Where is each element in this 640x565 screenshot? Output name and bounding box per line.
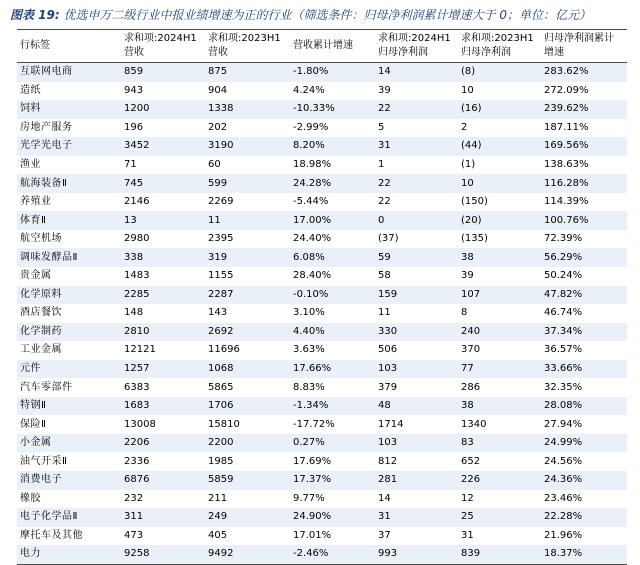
header-line: 归母净利润 [461,47,511,58]
cell-industry: 光学光电子 [17,137,121,156]
table-header-row [17,30,627,63]
cell-industry: 航空机场 [17,230,121,249]
cell-revenue-growth: 24.90% [290,508,375,527]
cell-revenue-2023h1: 3190 [205,137,290,156]
cell-industry: 房地产服务 [17,119,121,138]
cell-profit-growth: 72.39% [541,230,627,249]
cell-profit-2024h1: 103 [375,434,458,453]
header-line: 归母净利润累计 [544,33,614,44]
cell-revenue-2023h1: 2269 [205,193,290,212]
cell-profit-growth: 116.28% [541,174,627,193]
cell-profit-2024h1: 1 [375,156,458,175]
cell-industry: 航海装备Ⅱ [17,174,121,193]
cell-industry: 体育Ⅱ [17,211,121,230]
cell-revenue-2023h1: 599 [205,174,290,193]
header-line: 营收 [208,47,228,58]
cell-profit-2023h1: 38 [458,397,541,416]
cell-revenue-growth: 24.40% [290,230,375,249]
header-revenue-growth [290,30,375,63]
cell-industry: 贵金属 [17,267,121,286]
cell-revenue-2023h1: 249 [205,508,290,527]
cell-revenue-2023h1: 1985 [205,452,290,471]
cell-profit-2024h1: 22 [375,193,458,212]
table-row [17,100,627,119]
cell-revenue-2024h1: 6383 [121,378,205,397]
cell-revenue-2023h1: 2692 [205,323,290,342]
table-row [17,193,627,212]
cell-profit-2023h1: 38 [458,248,541,267]
cell-industry: 调味发酵品Ⅱ [17,248,121,267]
cell-revenue-2023h1: 5865 [205,378,290,397]
cell-revenue-2024h1: 311 [121,508,205,527]
cell-revenue-2024h1: 2336 [121,452,205,471]
cell-industry: 消费电子 [17,471,121,490]
cell-revenue-2024h1: 473 [121,527,205,546]
cell-revenue-2023h1: 211 [205,490,290,509]
cell-revenue-2023h1: 1706 [205,397,290,416]
cell-revenue-2024h1: 2810 [121,323,205,342]
table-body [17,63,627,565]
table-row [17,230,627,249]
cell-profit-2023h1: 240 [458,323,541,342]
cell-profit-2023h1: 1340 [458,415,541,434]
cell-revenue-2024h1: 13 [121,211,205,230]
cell-revenue-growth: 17.69% [290,452,375,471]
cell-industry: 化学制药 [17,323,121,342]
cell-revenue-2023h1: 11696 [205,341,290,360]
cell-industry: 渔业 [17,156,121,175]
cell-industry: 汽车零部件 [17,378,121,397]
cell-profit-2024h1: 31 [375,137,458,156]
cell-revenue-2024h1: 2980 [121,230,205,249]
cell-profit-growth: 22.28% [541,508,627,527]
cell-revenue-2024h1: 338 [121,248,205,267]
table-row [17,527,627,546]
cell-profit-2023h1: 39 [458,267,541,286]
cell-revenue-2024h1: 859 [121,63,205,82]
cell-revenue-growth: 4.40% [290,323,375,342]
cell-profit-growth: 33.66% [541,360,627,379]
cell-revenue-2024h1: 2146 [121,193,205,212]
industry-growth-table [17,30,627,565]
cell-profit-growth: 32.35% [541,378,627,397]
cell-revenue-2023h1: 319 [205,248,290,267]
cell-revenue-2023h1: 202 [205,119,290,138]
cell-profit-growth: 28.08% [541,397,627,416]
table-row [17,267,627,286]
cell-revenue-growth: -1.80% [290,63,375,82]
cell-profit-2024h1: 993 [375,545,458,564]
cell-revenue-2023h1: 11 [205,211,290,230]
cell-revenue-growth: 8.20% [290,137,375,156]
cell-profit-growth: 24.99% [541,434,627,453]
header-industry [17,30,121,63]
cell-revenue-growth: -17.72% [290,415,375,434]
cell-revenue-growth: 28.40% [290,267,375,286]
cell-profit-2024h1: 58 [375,267,458,286]
cell-profit-2024h1: 1714 [375,415,458,434]
cell-industry: 油气开采Ⅱ [17,452,121,471]
cell-profit-growth: 169.56% [541,137,627,156]
cell-revenue-growth: 9.77% [290,490,375,509]
header-line: 求和项:2023H1 [208,33,281,44]
cell-revenue-2023h1: 904 [205,82,290,101]
figure-title: 优选申万二级行业中报业绩增速为正的行业（筛选条件：归母净利润累计增速大于 0；单位：亿元） [63,8,591,22]
cell-profit-2023h1: (150) [458,193,541,212]
cell-profit-growth: 24.56% [541,452,627,471]
cell-profit-2023h1: (1) [458,156,541,175]
cell-revenue-2023h1: 9492 [205,545,290,564]
cell-revenue-2024h1: 6876 [121,471,205,490]
cell-revenue-growth: -10.33% [290,100,375,119]
cell-profit-2023h1: (44) [458,137,541,156]
cell-profit-2023h1: 83 [458,434,541,453]
cell-profit-2023h1: 12 [458,490,541,509]
cell-profit-2023h1: 286 [458,378,541,397]
cell-profit-2024h1: 31 [375,508,458,527]
cell-revenue-growth: -0.10% [290,286,375,305]
table-row [17,545,627,564]
cell-revenue-growth: 18.98% [290,156,375,175]
cell-profit-2024h1: 59 [375,248,458,267]
cell-revenue-2024h1: 745 [121,174,205,193]
cell-industry: 化学原料 [17,286,121,305]
cell-industry: 摩托车及其他 [17,527,121,546]
cell-profit-2023h1: (16) [458,100,541,119]
header-line: 行标签 [20,40,50,51]
cell-profit-growth: 138.63% [541,156,627,175]
cell-profit-growth: 56.29% [541,248,627,267]
cell-revenue-growth: 17.37% [290,471,375,490]
cell-revenue-growth: 4.24% [290,82,375,101]
cell-industry: 特钢Ⅱ [17,397,121,416]
cell-revenue-growth: -2.46% [290,545,375,564]
table-row [17,174,627,193]
cell-revenue-growth: 3.10% [290,304,375,323]
cell-industry: 互联网电商 [17,63,121,82]
table-row [17,248,627,267]
cell-profit-growth: 24.36% [541,471,627,490]
cell-profit-2024h1: 103 [375,360,458,379]
cell-revenue-2023h1: 1068 [205,360,290,379]
cell-revenue-growth: -1.34% [290,397,375,416]
cell-industry: 工业金属 [17,341,121,360]
cell-revenue-2023h1: 5859 [205,471,290,490]
cell-profit-growth: 283.62% [541,63,627,82]
cell-industry: 元件 [17,360,121,379]
cell-revenue-2023h1: 875 [205,63,290,82]
cell-revenue-2024h1: 1683 [121,397,205,416]
table-row [17,323,627,342]
cell-profit-2023h1: 2 [458,119,541,138]
cell-revenue-2023h1: 1338 [205,100,290,119]
cell-industry: 电子化学品Ⅱ [17,508,121,527]
cell-profit-2023h1: (20) [458,211,541,230]
cell-profit-2023h1: 107 [458,286,541,305]
cell-revenue-2024h1: 9258 [121,545,205,564]
cell-profit-2024h1: 379 [375,378,458,397]
table-row [17,471,627,490]
cell-profit-growth: 239.62% [541,100,627,119]
cell-profit-2024h1: 159 [375,286,458,305]
table-row [17,82,627,101]
cell-profit-2023h1: 31 [458,527,541,546]
header-line: 营收累计增速 [293,40,353,51]
header-profit-growth [541,30,627,63]
cell-revenue-growth: 17.66% [290,360,375,379]
header-line: 求和项:2023H1 [461,33,534,44]
cell-profit-2024h1: 14 [375,490,458,509]
cell-industry: 酒店餐饮 [17,304,121,323]
table-row [17,63,627,82]
cell-profit-growth: 46.74% [541,304,627,323]
cell-profit-2024h1: 5 [375,119,458,138]
header-line: 求和项:2024H1 [378,33,451,44]
table-row [17,119,627,138]
cell-industry: 养殖业 [17,193,121,212]
header-revenue-2024h1 [121,30,205,63]
table-row [17,397,627,416]
cell-profit-2023h1: 370 [458,341,541,360]
cell-revenue-2024h1: 943 [121,82,205,101]
cell-revenue-2024h1: 148 [121,304,205,323]
cell-revenue-growth: 6.08% [290,248,375,267]
cell-profit-growth: 272.09% [541,82,627,101]
cell-profit-2024h1: 506 [375,341,458,360]
cell-revenue-growth: 8.83% [290,378,375,397]
cell-profit-growth: 47.82% [541,286,627,305]
cell-revenue-2024h1: 1200 [121,100,205,119]
cell-profit-2024h1: 330 [375,323,458,342]
table-row [17,415,627,434]
cell-industry: 电力 [17,545,121,564]
table-row [17,341,627,360]
cell-profit-2023h1: 8 [458,304,541,323]
table-row [17,304,627,323]
table-row [17,434,627,453]
cell-profit-2023h1: (8) [458,63,541,82]
cell-revenue-2023h1: 405 [205,527,290,546]
cell-profit-2024h1: 22 [375,174,458,193]
cell-profit-2024h1: 11 [375,304,458,323]
cell-revenue-2023h1: 2287 [205,286,290,305]
cell-revenue-2024h1: 2285 [121,286,205,305]
cell-profit-2024h1: 14 [375,63,458,82]
cell-revenue-2024h1: 3452 [121,137,205,156]
cell-revenue-2024h1: 232 [121,490,205,509]
cell-revenue-2023h1: 15810 [205,415,290,434]
table-row [17,156,627,175]
cell-revenue-growth: 24.28% [290,174,375,193]
cell-profit-growth: 23.46% [541,490,627,509]
cell-industry: 造纸 [17,82,121,101]
cell-industry: 保险Ⅱ [17,415,121,434]
cell-profit-2024h1: 0 [375,211,458,230]
cell-profit-2023h1: 10 [458,82,541,101]
cell-profit-growth: 18.37% [541,545,627,564]
cell-revenue-growth: 3.63% [290,341,375,360]
cell-profit-growth: 187.11% [541,119,627,138]
cell-profit-2023h1: 25 [458,508,541,527]
cell-revenue-2024h1: 1257 [121,360,205,379]
cell-profit-2024h1: 37 [375,527,458,546]
cell-profit-2023h1: (135) [458,230,541,249]
cell-revenue-2024h1: 1483 [121,267,205,286]
table-row [17,490,627,509]
cell-profit-2024h1: 812 [375,452,458,471]
table-row [17,211,627,230]
cell-profit-growth: 36.57% [541,341,627,360]
cell-profit-2024h1: 281 [375,471,458,490]
cell-profit-growth: 50.24% [541,267,627,286]
cell-profit-2023h1: 839 [458,545,541,564]
cell-revenue-growth: 17.00% [290,211,375,230]
cell-profit-growth: 114.39% [541,193,627,212]
cell-profit-2024h1: 39 [375,82,458,101]
cell-profit-growth: 27.94% [541,415,627,434]
cell-revenue-2024h1: 12121 [121,341,205,360]
table-row [17,378,627,397]
table-row [17,286,627,305]
table-row [17,508,627,527]
cell-revenue-2023h1: 143 [205,304,290,323]
cell-revenue-growth: -2.99% [290,119,375,138]
cell-revenue-growth: 0.27% [290,434,375,453]
header-line: 归母净利润 [378,47,428,58]
cell-profit-2024h1: (37) [375,230,458,249]
cell-profit-2023h1: 652 [458,452,541,471]
header-line: 求和项:2024H1 [124,33,197,44]
cell-revenue-growth: -5.44% [290,193,375,212]
header-profit-2024h1 [375,30,458,63]
header-profit-2023h1 [458,30,541,63]
cell-industry: 小金属 [17,434,121,453]
figure-number: 图表 19: [10,8,60,22]
cell-profit-2023h1: 226 [458,471,541,490]
cell-revenue-2023h1: 60 [205,156,290,175]
cell-profit-2024h1: 22 [375,100,458,119]
cell-revenue-2024h1: 71 [121,156,205,175]
table-row [17,360,627,379]
figure-caption [0,0,640,28]
cell-profit-growth: 21.96% [541,527,627,546]
cell-profit-2023h1: 77 [458,360,541,379]
cell-revenue-2023h1: 2395 [205,230,290,249]
cell-revenue-2024h1: 2206 [121,434,205,453]
cell-revenue-2023h1: 2200 [205,434,290,453]
cell-profit-2024h1: 48 [375,397,458,416]
cell-profit-2023h1: 10 [458,174,541,193]
cell-profit-growth: 37.34% [541,323,627,342]
header-line: 增速 [544,47,564,58]
header-line: 营收 [124,47,144,58]
cell-industry: 橡胶 [17,490,121,509]
table-row [17,137,627,156]
cell-revenue-2023h1: 1155 [205,267,290,286]
cell-industry: 饲料 [17,100,121,119]
cell-revenue-growth: 17.01% [290,527,375,546]
header-revenue-2023h1 [205,30,290,63]
cell-revenue-2024h1: 13008 [121,415,205,434]
cell-profit-growth: 100.76% [541,211,627,230]
cell-revenue-2024h1: 196 [121,119,205,138]
table-row [17,452,627,471]
